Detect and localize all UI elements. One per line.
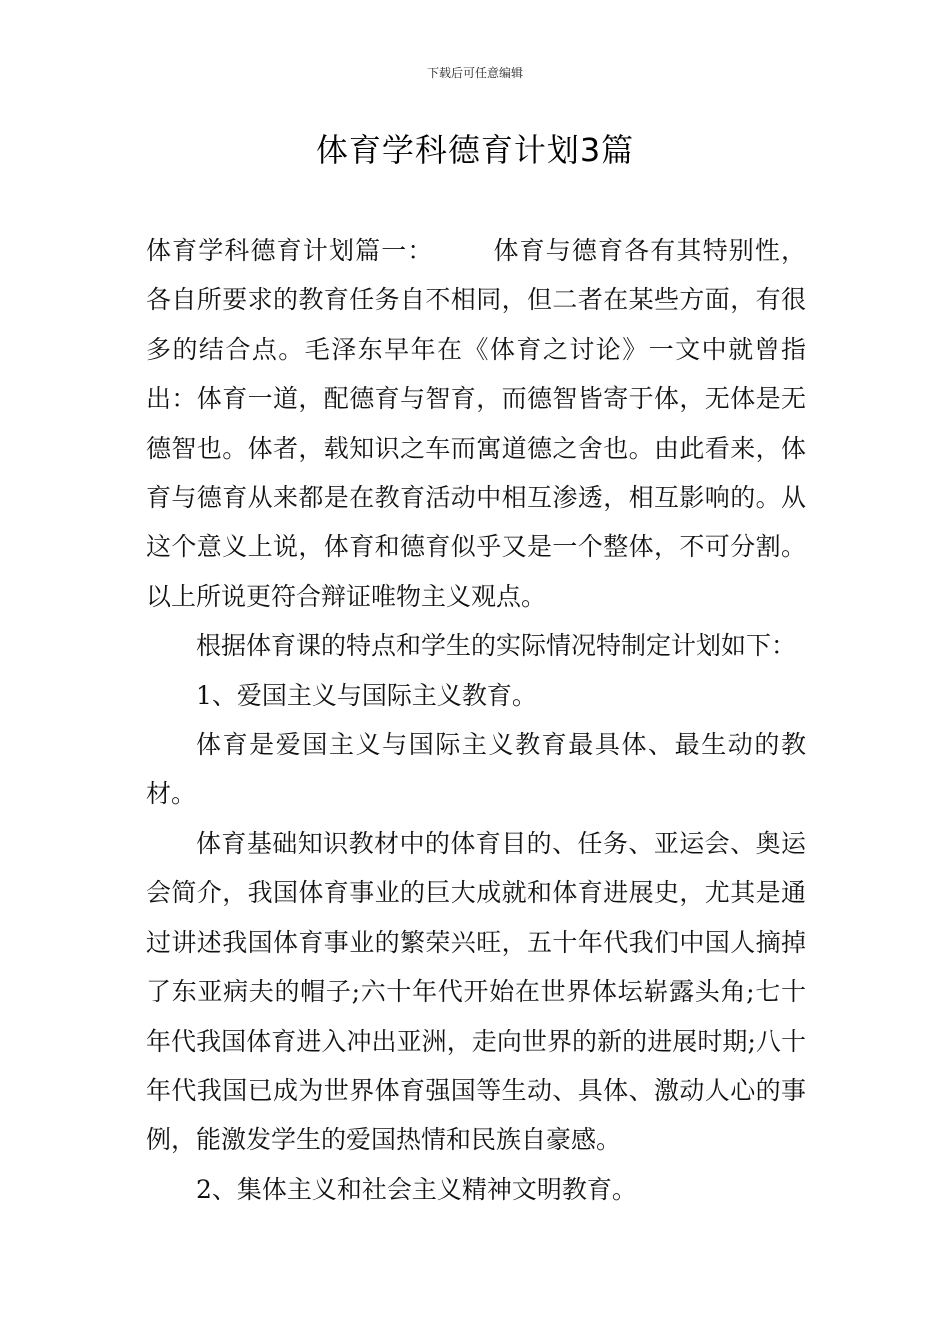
heading-item-2: 2、集体主义和社会主义精神文明教育。	[196, 1174, 637, 1204]
paragraph-2: 根据体育课的特点和学生的实际情况特制定计划如下：	[196, 631, 797, 661]
document-title: 体育学科德育计划3篇	[315, 131, 635, 169]
header-note: 下载后可任意编辑	[426, 66, 523, 80]
paragraph-3: 体育是爱国主义与国际主义教育最具体、最生动的教材。	[146, 730, 806, 809]
paragraph-1	[146, 226, 806, 621]
document-body	[146, 226, 806, 1214]
paragraph-4: 体育基础知识教材中的体育目的、任务、亚运会、奥运会简介，我国体育事业的巨大成就和体育进展史，尤其是通过讲述我国体育事业的繁荣兴旺，五十年代我们中国人摘掉了东亚病夫的帽子;六十年代开始在世界体坛崭露头角;七十年代我国体育进入冲出亚洲，走向世界的新的进展时期;八十年代我国已成为世界体育强国等生动、具体、激动人心的事例，能激发学生的爱国热情和民族自豪感。	[146, 828, 806, 1155]
section-label: 体育学科德育计划篇一：	[146, 236, 434, 265]
heading-item-1: 1、爱国主义与国际主义教育。	[196, 680, 537, 710]
paragraph-1-text: 体育与德育各有其特别性，各自所要求的教育任务自不相同，但二者在某些方面，有很多的结合点。毛泽东早年在《体育之讨论》一文中就曾指出：体育一道，配德育与智育，而德智皆寄于体，无体是无德智也。体者，载知识之车而寓道德之舍也。由此看来，体育与德育从来都是在教育活动中相互渗透，相互影响的。从这个意义上说，体育和德育似乎又是一个整体，不可分割。以上所说更符合辩证唯物主义观点。	[146, 236, 806, 611]
